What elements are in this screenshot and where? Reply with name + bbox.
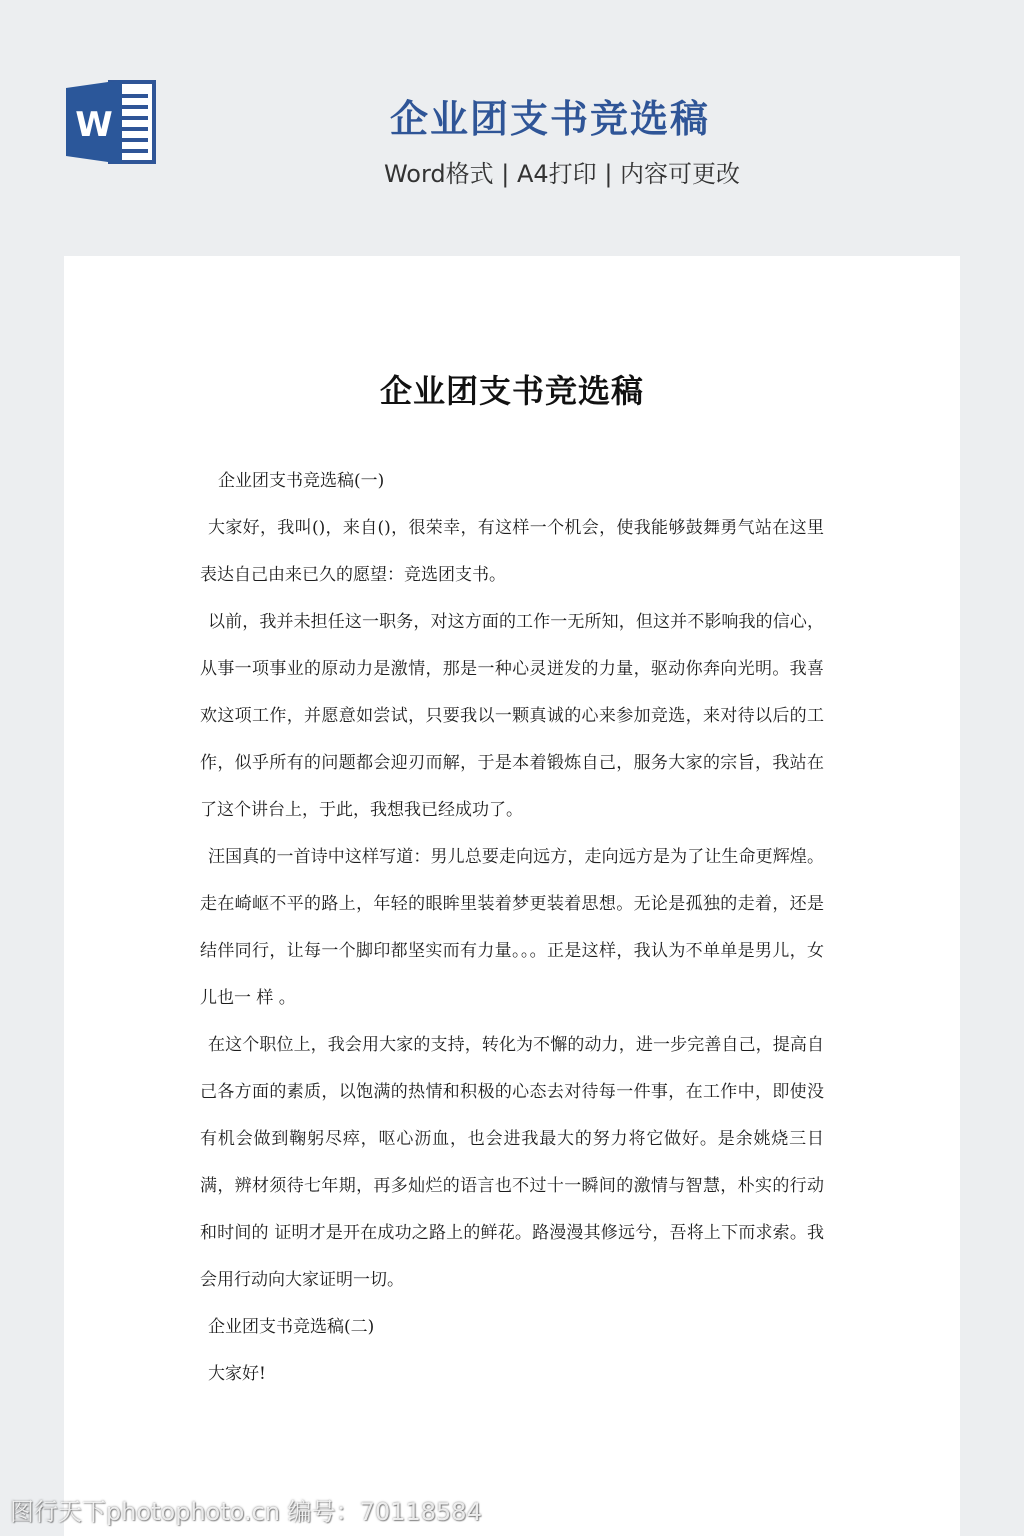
paragraph: 汪国真的一首诗中这样写道：男儿总要走向远方，走向远方是为了让生命更辉煌。走在崎岖不平的路上，年轻的眼眸里装着梦更装着思想。无论是孤独的走着，还是结伴同行，让每一个脚印都坚实而有力量。。。正是这样，我认为不单单是男儿，女儿也一 样 。 [200, 847, 824, 1008]
header-subtitle: Word格式 | A4打印 | 内容可更改 [383, 160, 741, 188]
document-body [200, 458, 824, 1398]
word-logo-letter: W [75, 105, 113, 145]
watermark: 图行天下photophoto.cn 编号：70118584 [10, 1498, 482, 1526]
section-heading-2: 企业团支书竞选稿(二) [208, 1317, 375, 1337]
paragraph: 大家好! [208, 1364, 266, 1384]
header [0, 0, 1024, 256]
header-title: 企业团支书竞选稿 [389, 97, 710, 141]
document-page [64, 256, 960, 1536]
paragraph: 在这个职位上，我会用大家的支持，转化为不懈的动力，进一步完善自己，提高自己各方面的素质，以饱满的热情和积极的心态去对待每一件事，在工作中，即使没有机会做到鞠躬尽瘁，呕心沥血，也会进我最大的努力将它做好。是余姚烧三日满，辨材须待七年期，再多灿烂的语言也不过十一瞬间的激情与智慧，朴实的行动和时间的 证明才是开在成功之路上的鲜花。路漫漫其修远兮，吾将上下而求索。我会用行动向大家证明一切。 [200, 1035, 824, 1290]
paragraph: 大家好，我叫()，来自()，很荣幸，有这样一个机会，使我能够鼓舞勇气站在这里表达自己由来已久的愿望：竞选团支书。 [200, 518, 824, 585]
paragraph: 以前，我并未担任这一职务，对这方面的工作一无所知，但这并不影响我的信心，从事一项事业的原动力是激情，那是一种心灵迸发的力量，驱动你奔向光明。我喜欢这项工作，并愿意如尝试，只要我以一颗真诚的心来参加竞选，来对待以后的工作，似乎所有的问题都会迎刃而解，于是本着锻炼自己，服务大家的宗旨，我站在了这个讲台上，于此，我想我已经成功了。 [200, 612, 824, 820]
section-heading-1: 企业团支书竞选稿(一) [218, 471, 385, 491]
document-title: 企业团支书竞选稿 [379, 372, 644, 410]
